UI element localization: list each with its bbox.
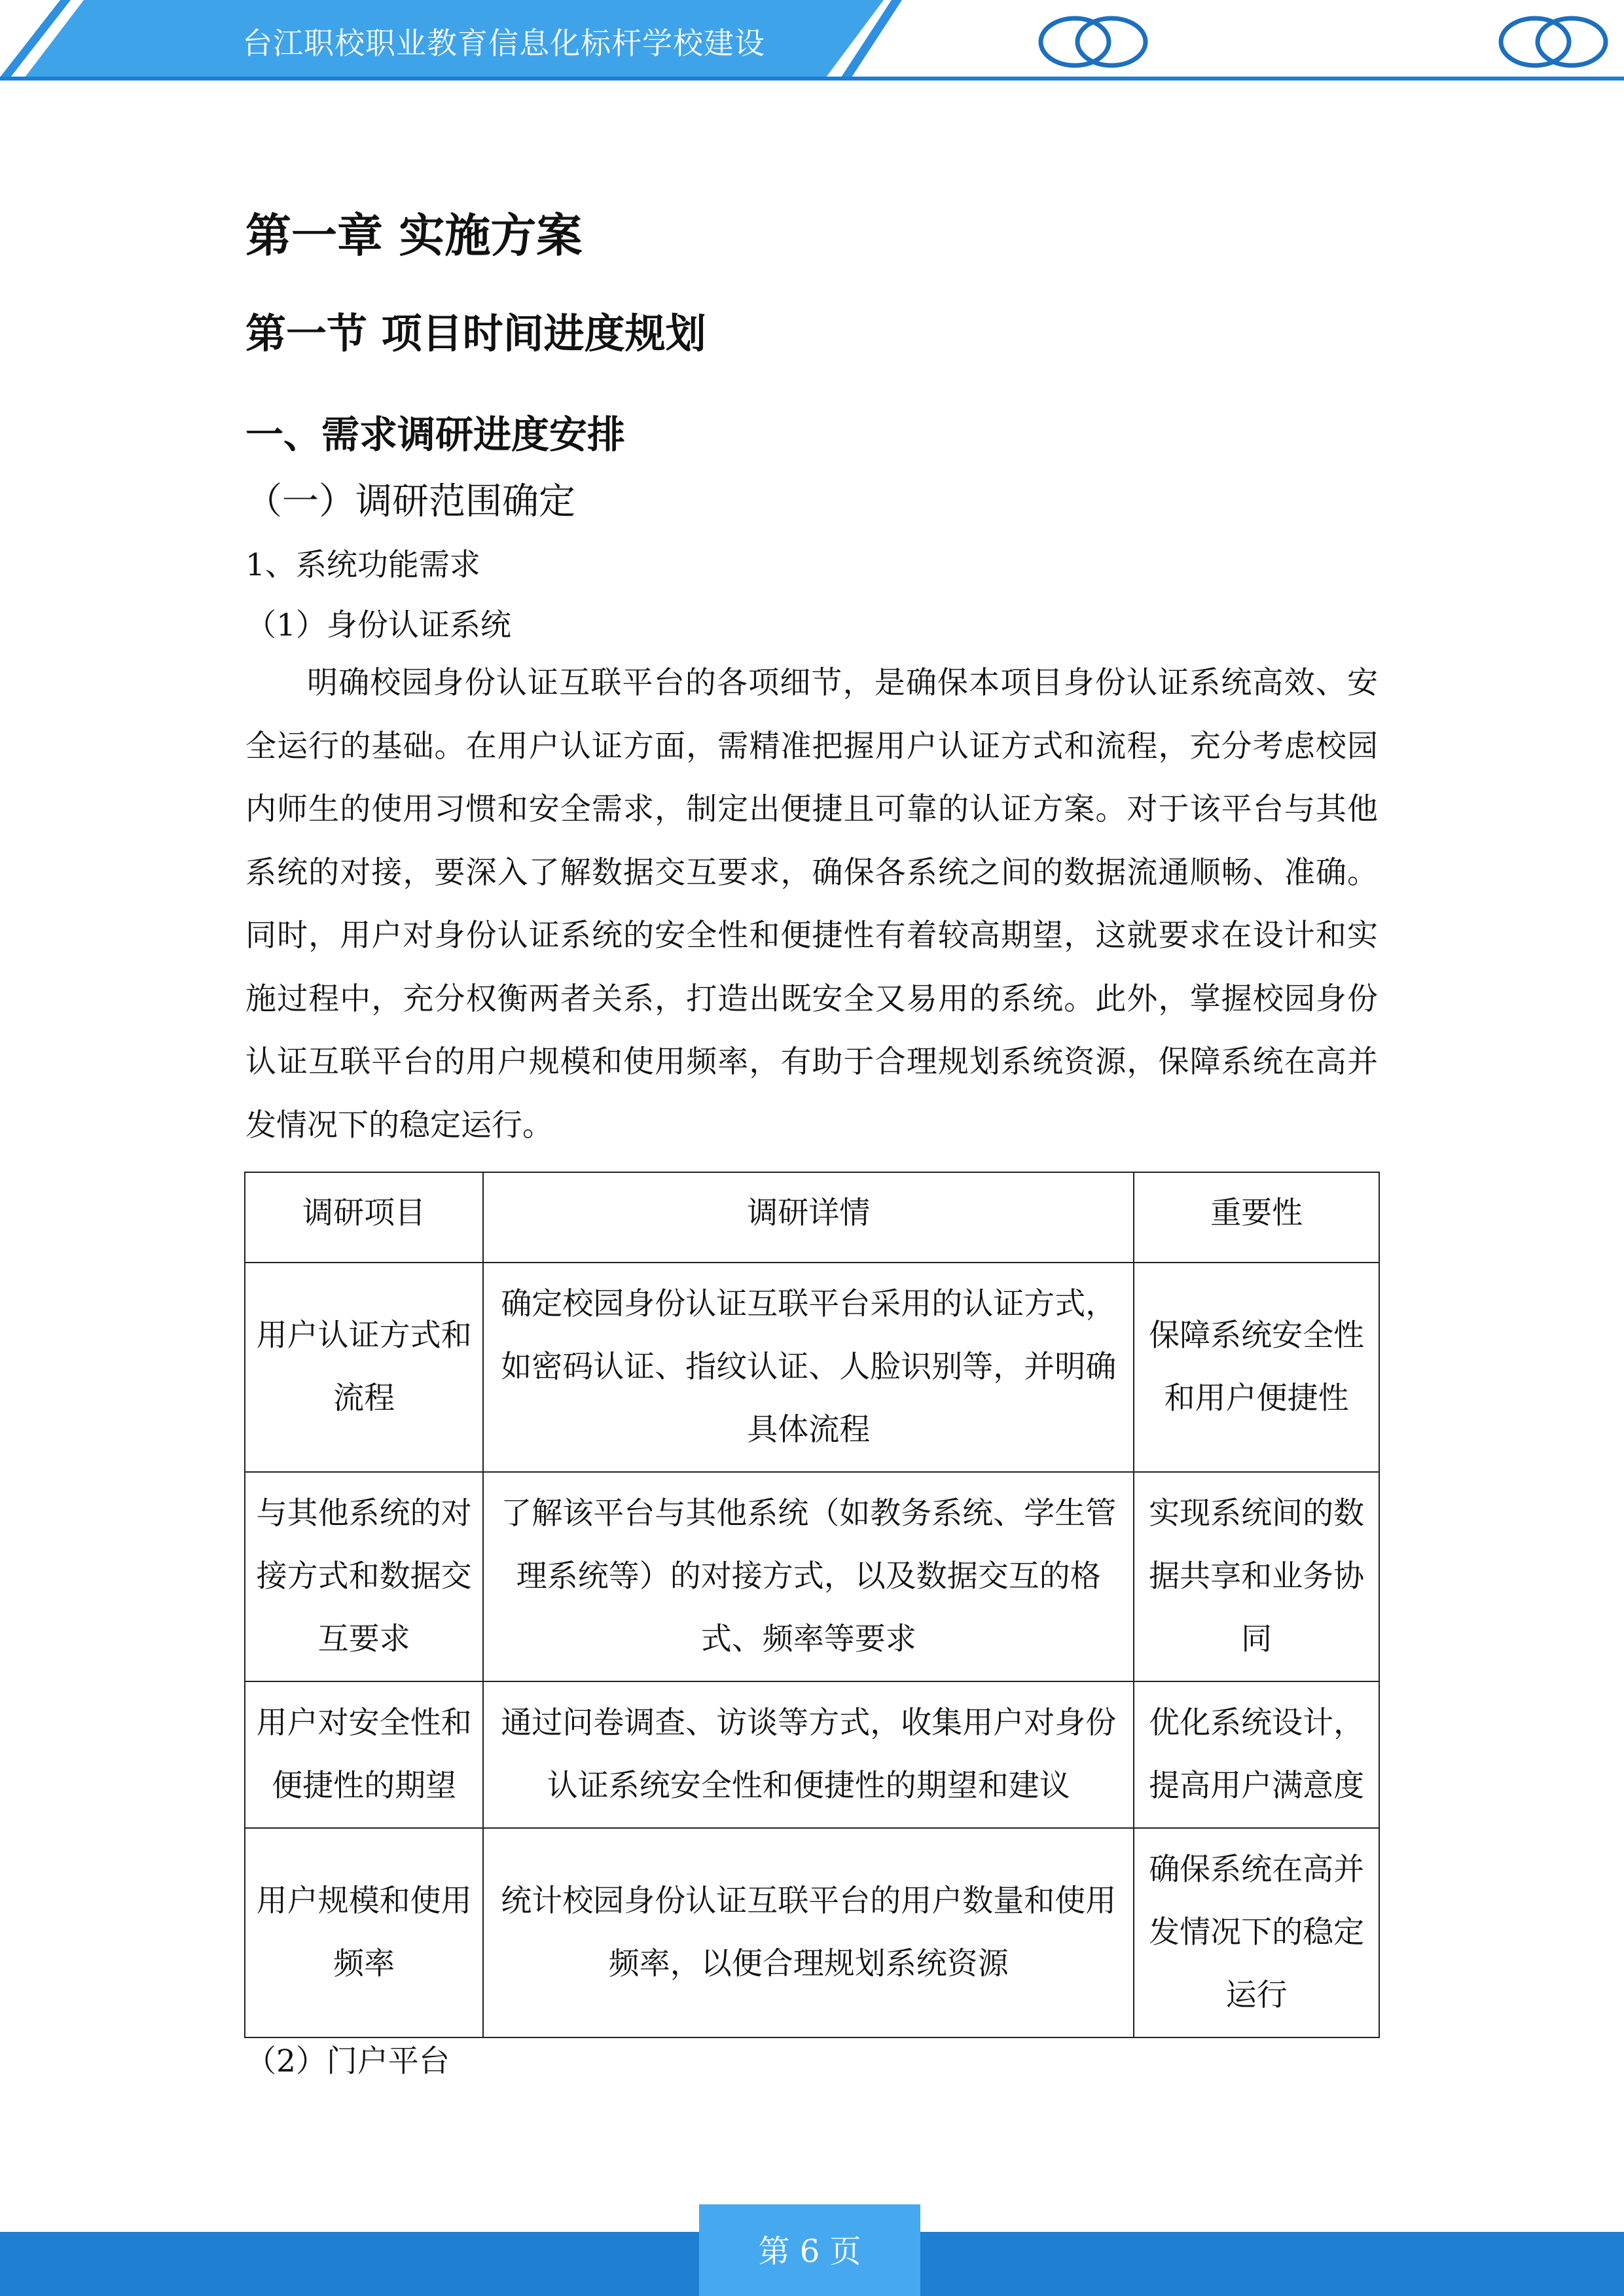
chapter-title: 第一章 实施方案 — [245, 209, 583, 262]
table-row — [245, 1681, 1379, 1828]
table-cell-importance: 确保系统在高并发情况下的稳定运行 — [1134, 1828, 1379, 2037]
table-cell-detail: 统计校园身份认证互联平台的用户数量和使用频率，以便合理规划系统资源 — [483, 1828, 1134, 2037]
table-header-cell: 调研项目 — [245, 1172, 483, 1263]
table-cell-detail: 了解该平台与其他系统（如教务系统、学生管理系统等）的对接方式，以及数据交互的格式、频率等要求 — [483, 1472, 1134, 1681]
section-title: 第一节 项目时间进度规划 — [245, 310, 706, 357]
table-header-row — [245, 1172, 1379, 1263]
table-cell-detail: 通过问卷调查、访谈等方式，收集用户对身份认证系统安全性和便捷性的期望和建议 — [483, 1681, 1134, 1828]
research-table — [244, 1172, 1380, 2038]
table-header-cell: 重要性 — [1134, 1172, 1379, 1263]
table-cell-item: 用户对安全性和便捷性的期望 — [245, 1681, 483, 1828]
table-cell-importance: 实现系统间的数据共享和业务协同 — [1134, 1472, 1379, 1681]
body-paragraph: 明确校园身份认证互联平台的各项细节，是确保本项目身份认证系统高效、安全运行的基础。在用户认证方面，需精准把握用户认证方式和流程，充分考虑校园内师生的使用习惯和安全需求，制定出便捷且可靠的认证方案。对于该平台与其他系统的对接，要深入了解数据交互要求，确保各系统之间的数据流通顺畅、准确。同时，用户对身份认证系统的安全性和便捷性有着较高期望，这就要求在设计和实施过程中，充分权衡两者关系，打造出既安全又易用的系统。此外，掌握校园身份认证互联平台的用户规模和使用频率，有助于合理规划系统资源，保障系统在高并发情况下的稳定运行。 — [245, 665, 1378, 1143]
table-cell-importance: 保障系统安全性和用户便捷性 — [1134, 1263, 1379, 1472]
table-row — [245, 1263, 1379, 1472]
table-cell-detail: 确定校园身份认证互联平台采用的认证方式，如密码认证、指纹认证、人脸识别等，并明确具体流程 — [483, 1263, 1134, 1472]
next-subitem-title: （2）门户平台 — [245, 2043, 450, 2079]
table-cell-item: 用户规模和使用频率 — [245, 1828, 483, 2037]
table-cell-item: 用户认证方式和流程 — [245, 1263, 483, 1472]
header-title: 台江职校职业教育信息化标杆学校建设 — [242, 26, 765, 61]
double-ring-icon — [1494, 14, 1612, 69]
table-row — [245, 1472, 1379, 1681]
table-row — [245, 1828, 1379, 2037]
table-cell-importance: 优化系统设计，提高用户满意度 — [1134, 1681, 1379, 1828]
item-title: 1、系统功能需求 — [245, 547, 480, 583]
subsection-title: 一、需求调研进度安排 — [245, 412, 626, 457]
table-cell-item: 与其他系统的对接方式和数据交互要求 — [245, 1472, 483, 1681]
double-ring-icon — [1034, 14, 1152, 69]
table-header-cell: 调研详情 — [483, 1172, 1134, 1263]
subitem-title: （1）身份认证系统 — [245, 607, 511, 643]
page-number: 第 6 页 — [758, 2233, 861, 2270]
part-title: （一）调研范围确定 — [245, 480, 575, 523]
